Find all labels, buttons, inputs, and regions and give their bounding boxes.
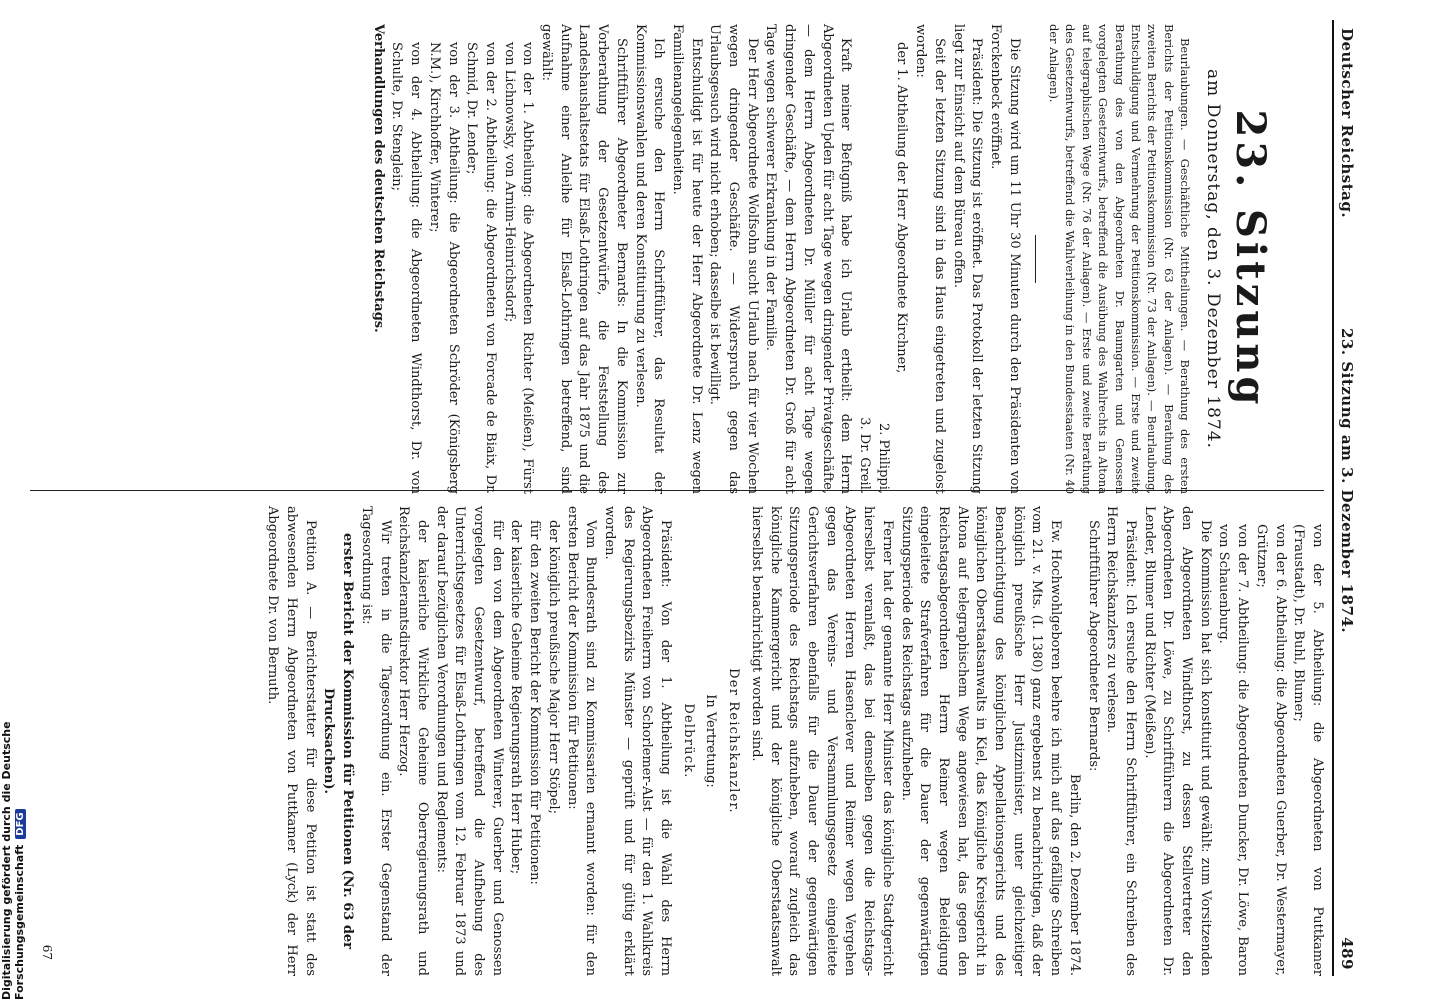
- paragraph-opening: Die Sitzung wird um 11 Uhr 30 Minuten durch den Präsidenten von Forckenbeck eröffnet.: [987, 24, 1022, 494]
- list-item: von der 3. Abtheilung: die Abgeordneten Schröder (Königsberg N.M.), Kirchhoffer, Winterer;: [426, 42, 461, 494]
- digitization-credit: [0, 600, 26, 1000]
- list-item: 3. Dr. Greil.: [857, 417, 873, 494]
- paragraph-new-members: Seit der letzten Sitzung sind in das Haus eingetreten und zugelost worden:: [913, 24, 947, 494]
- session-date: am Donnerstag, den 3. Dezember 1874.: [1203, 69, 1223, 449]
- commissioner-2: der kaiserliche Geheime Regierungsrath Herr Huber;: [508, 520, 524, 875]
- paragraph-constituted: Die Kommission hat sich konstituirt und gewählt: zum Vorsitzenden den Abgeordneten Windthorst, zu dessen Stellvertreter den Abgeordneten Dr. Löwe, zu Schriftführern die Abgeordneten Dr. Lender, Blumer und Richter (Meißen).: [1141, 506, 1213, 976]
- new-members-list: [854, 24, 910, 494]
- letter-signoff-title: Der Reichskanzler.: [726, 668, 742, 814]
- paragraph-president-letter: Präsident: Ich ersuche den Herrn Schriftführer, ein Schreiben des Herrn Reichskanzlers zu verlesen.: [1104, 506, 1138, 976]
- paragraph-election: Präsident: Von der 1. Abtheilung ist die Wahl des Herrn Abgeordneten Freiherrn von Schorlemer-Alst — für den 1. Wahlkreis des Regierungsbezirks Münster — geprüft und für gültig erklärt worden.: [601, 506, 674, 976]
- letter-body-2: Ferner hat der genannte Herr Minister das königliche Stadtgericht hierselbst veranlaßt, das bei demselben gegen die Reichstags-Abgeordneten Herren Hasenclever und Reimer wegen Vergehen gegen das Vereins- und Versammlungsgesetz eingeleitete Gerichtsverfahren ebenfalls für die Dauer der gegenwärtigen Sitzungsperiode des Reichstags aufzuheben, worauf zugleich das königliche Kammergericht und der königliche Oberstaatsanwalt hierselbst benachrichtigt worden sind.: [748, 506, 895, 976]
- paragraph-leave: Kraft meiner Befugniß habe ich Urlaub ertheilt: dem Herrn Abgeordneten Upden für acht Tage wegen dringender Privatgeschäfte, — dem Herrn Abgeordneten Dr. Müller für acht Tage wegen dringender Geschäfte, — dem Herrn Abgeordneten Dr. Groß für acht Tage wegen schwerer Erkrankung in der Familie.: [763, 24, 854, 494]
- commissioner-heading-3: für den von dem Abgeordneten Winterer, Guerber und Genossen vorgelegten Gesetzentwurf, betreffend die Aufhebung des Unterrichtsgesetzes für Elsaß-Lothringen vom 12. Februar 1873 und der darauf bezüglichen Verordnungen und Reglements:: [433, 506, 505, 976]
- list-item: von der 1. Abtheilung: die Abgeordneten Richter (Meißen), Fürst von Lichnowsky, von Arnim-Heinrichsdorf;: [501, 42, 536, 494]
- credit-text: Digitalisierung gefördert durch die Deutsche Forschungsgemeinschaft: [0, 721, 26, 1000]
- paragraph-request-reading: Ich ersuche den Herrn Schriftführer, das Resultat der Kommissionswahlen und deren Konstituirung zu verlesen.: [632, 24, 667, 494]
- list-item: von der 2. Abtheilung: die Abgeordneten von Forcade de Biaix, Dr. Schmid, Dr. Lender;: [464, 42, 498, 494]
- running-header: [1336, 28, 1356, 970]
- commissioner-heading-2: für den zweiten Bericht der Kommission für Petitionen:: [527, 520, 543, 885]
- paragraph-commission: Schriftführer Abgeordneter Bernards: In die Kommission zur Vorberathung der Gesetzentwürfe, die Feststellung des Landeshaushaltsetats für Elsaß-Lothringen auf das Jahr 1875 und die Aufnahme einer Anleihe für Elsaß-Lothringen betreffend, sind gewählt:: [539, 24, 629, 494]
- letter-dateline: Berlin, den 2. Dezember 1874.: [1066, 773, 1082, 976]
- header-rule: [1332, 20, 1334, 976]
- page-footer-number: 67: [40, 944, 54, 960]
- paragraph-secretary: Schriftführer Abgeordneter Bernards:: [1085, 520, 1101, 772]
- header-publication: Deutscher Reichstag.: [1338, 28, 1356, 219]
- list-item: von der 5. Abtheilung: die Abgeordneten von Puttkamer (Fraustadt), Dr. Buhl, Blumer;: [1291, 524, 1325, 976]
- letter-signoff-deputy: In Vertretung:: [703, 694, 719, 788]
- left-column: [368, 24, 1326, 494]
- paragraph-commissioners: Vom Bundesrath sind zu Kommissarien ernannt worden: für den ersten Bericht der Kommission für Petitionen:: [564, 506, 599, 976]
- commissioner-1: der königlich preußische Major Herr Stöpel;: [545, 520, 561, 814]
- session-title: 23. Sitzung: [1227, 109, 1274, 409]
- list-item: von der 6. Abtheilung: die Abgeordneten Guerber, Dr. Westermayer, Grützner;: [1253, 524, 1288, 976]
- paragraph-agenda-start: Wir treten in die Tagesordnung ein. Erster Gegenstand der Tagesordnung ist:: [358, 506, 393, 976]
- list-item: von der 7. Abtheilung: die Abgeordneten Duncker, Dr. Löwe, Baron von Schauenburg.: [1216, 524, 1251, 976]
- letter-body-1: Ew. Hochwohlgeboren beehre ich mich auf das gefällige Schreiben vom 21. v. Mts. (I. 1380) ganz ergebenst zu benachrichtigen, daß der königlich preußische Herr Justizminister, unter gleichzeitiger Benachrichtigung des königlichen Appellationsgerichts und des königlichen Oberstaatsanwalts in Kiel, das Königliche Kreisgericht in Altona auf telegraphischem Wege angewiesen hat, das gegen den Reichstagsabgeordneten Herrn Reimer wegen Beleidigung eingeleitete Strafverfahren für die Dauer der gegenwärtigen Sitzungsperiode des Reichstags aufzuheben.: [898, 506, 1064, 976]
- list-item: 2. Philippi,: [875, 422, 891, 494]
- list-item: von der 4. Abtheilung: die Abgeordneten Windthorst, Dr. von Schulte, Dr. Stenglein;: [389, 42, 424, 494]
- paragraph-president: Präsident: Die Sitzung ist eröffnet. Das Protokoll der letzten Sitzung liegt zur Einsicht auf dem Büreau offen.: [950, 24, 985, 494]
- commission-list-continued: [1214, 506, 1326, 976]
- agenda-item: erster Bericht der Kommission für Petitionen (Nr. 63 der Drucksachen).: [321, 532, 356, 950]
- commission-list: [387, 24, 537, 494]
- paragraph-leave-request: Der Herr Abgeordnete Wolfsohn sucht Urlaub nach für vier Wochen wegen dringender Geschäfte. — Widerspruch gegen das Urlaubsgesuch wird nicht erhoben; dasselbe ist bewilligt.: [707, 24, 760, 494]
- page-number: 489: [1338, 937, 1356, 970]
- paragraph-excused: Entschuldigt ist für heute der Herr Abgeordnete Dr. Lenz wegen Familienangelegenheiten.: [669, 24, 704, 494]
- paragraph-petition-a: Petition A. — Berichterstatter für diese Petition ist statt des abwesenden Herrn Abgeordneten von Puttkamer (Lyck) der Herr Abgeordnete Dr. von Bernuth.: [265, 506, 318, 976]
- footer-line: Verhandlungen des deutschen Reichstags.: [370, 24, 386, 333]
- agenda-summary: Beurlaubungen. — Geschäftliche Mittheilungen. — Berathung des ersten Berichts der Petitionskommission (Nr. 63 der Anlagen). — Berathung des zweiten Berichts der Petitionskommission (Nr. 73 der Anlagen). — Beurlaubung, Entschuldigung und Vermehrung der Petitionskommission. — Erste und zweite Berathung des von den Abgeordneten Dr. Baumgarten und Genossen vorgelegten Gesetzentwurfs, betreffend die Ausübung des Wahlrechts in Altona auf telegraphischen Wege (Nr. 76 der Anlagen). — Erste und zweite Berathung des Gesetzentwurfs, betreffend die Wahlverleihung in den Bundesstaaten (Nr. 40 der Anlagen).: [1047, 24, 1193, 494]
- letter-signoff-name: Delbrück.: [680, 703, 696, 779]
- list-item: der 1. Abtheilung der Herr Abgeordnete Kirchner,: [894, 42, 910, 374]
- right-column: [263, 506, 1326, 976]
- commissioner-3: der kaiserliche Wirkliche Geheime Oberregierungsrath und Reichskanzleramtsdirektor Herr Herzog.: [396, 506, 430, 976]
- dfg-logo: DFG: [15, 809, 26, 838]
- section-rule: [1035, 235, 1036, 283]
- header-session: 23. Sitzung am 3. Dezember 1874.: [1338, 328, 1356, 634]
